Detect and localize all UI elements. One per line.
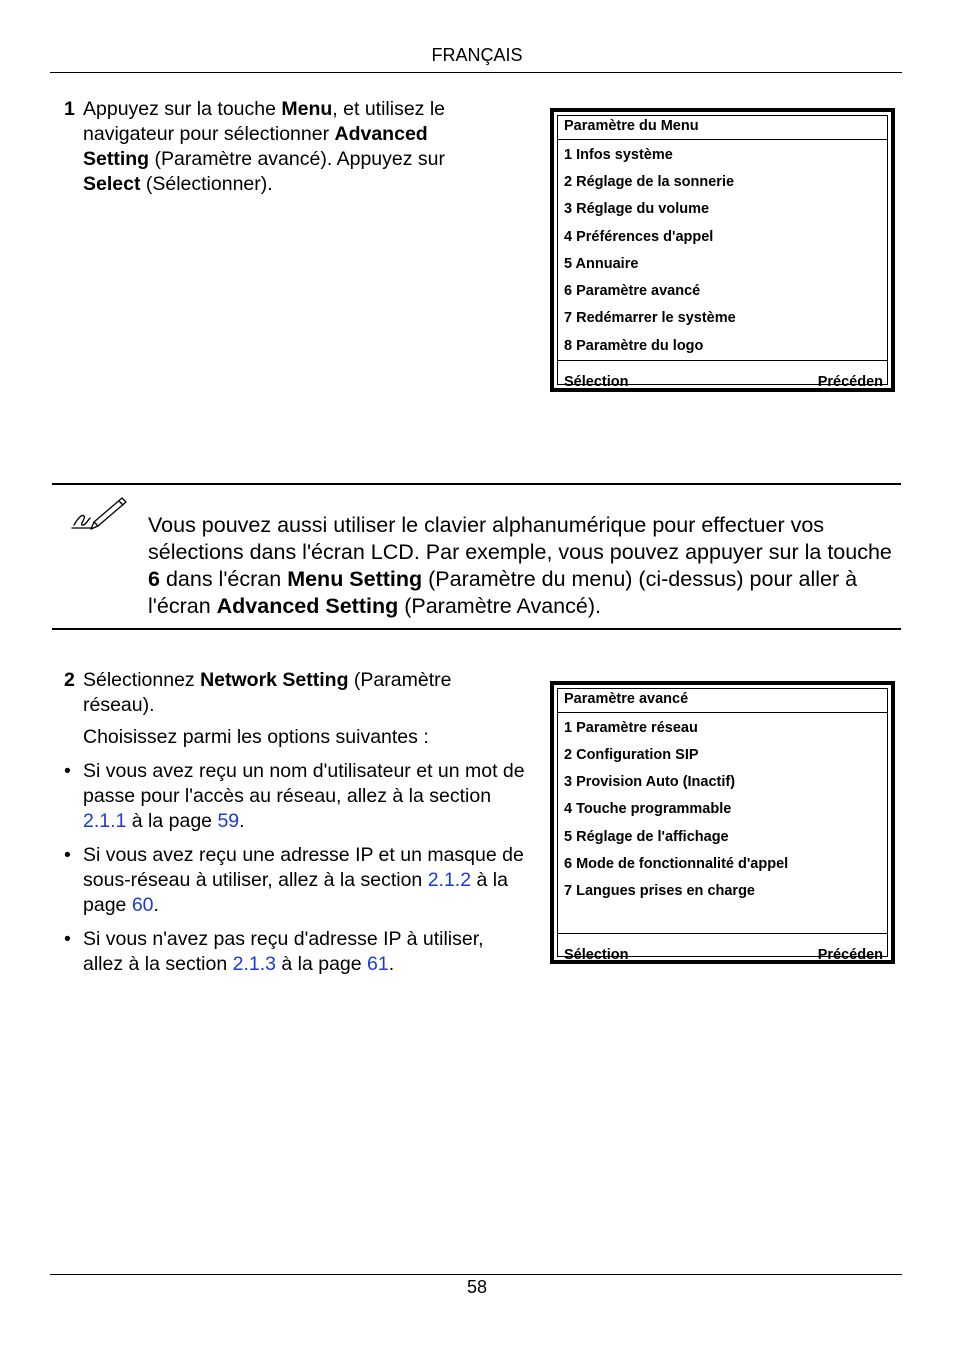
lcd-screen-frame: [557, 688, 888, 963]
bullet-text: [83, 927, 523, 977]
note-top-rule: [52, 483, 901, 485]
header-rule: [50, 72, 902, 73]
step-1-text: [83, 97, 493, 197]
step-2-number: 2: [64, 669, 75, 691]
lcd-softkey-select[interactable]: Sélection: [564, 947, 629, 963]
page-link[interactable]: 59: [217, 810, 240, 832]
lcd-menu-item[interactable]: 2 Réglage de la sonnerie: [564, 174, 735, 190]
bullet-dot: •: [64, 844, 71, 866]
step-2-text-part: Sélectionnez: [83, 669, 201, 691]
note-screen-advanced-setting: Advanced Setting: [216, 594, 399, 618]
lcd-menu-item[interactable]: 7 Redémarrer le système: [564, 310, 736, 326]
lcd-menu-item[interactable]: 1 Paramètre réseau: [564, 720, 698, 736]
lcd-title-divider: [558, 139, 887, 140]
lcd-screen-frame: [557, 115, 888, 390]
step-1-option-advanced: Advanced Setting: [83, 123, 428, 170]
bullet-text-part: .: [239, 810, 245, 832]
footer-rule: [50, 1274, 902, 1275]
lcd-menu-item[interactable]: 5 Annuaire: [564, 256, 639, 272]
note-screen-menu-setting: Menu Setting: [287, 567, 423, 591]
step-2-text: [83, 668, 513, 718]
bullet-item: [64, 927, 534, 979]
step-1: [64, 97, 494, 207]
step-2-option-network: Network Setting: [200, 669, 349, 691]
bullet-text-part: Si vous n'avez pas reçu d'adresse IP à utiliser, allez à la section: [83, 928, 484, 975]
step-1-key-select: Select: [83, 173, 141, 195]
bullet-text-part: à la page: [83, 869, 508, 916]
lcd-menu-item[interactable]: 8 Paramètre du logo: [564, 338, 704, 354]
note-text-part: dans l'écran: [159, 567, 288, 591]
lcd-title-divider: [558, 712, 887, 713]
note-text-part: (Paramètre du menu) (ci-dessus) pour aller à l'écran: [148, 567, 858, 618]
lcd-menu-item[interactable]: 4 Touche programmable: [564, 801, 732, 817]
note-bottom-rule: [52, 628, 901, 630]
lcd-menu-item[interactable]: 2 Configuration SIP: [564, 747, 699, 763]
bullet-text-part: .: [153, 894, 159, 916]
lcd-softkey-select[interactable]: Sélection: [564, 374, 629, 390]
step-2: [64, 668, 534, 722]
lcd-footer-divider: [558, 360, 887, 361]
step-1-number: 1: [64, 98, 75, 120]
bullet-text: [83, 759, 531, 834]
step-1-text-part: (Paramètre avancé). Appuyez sur: [149, 148, 445, 170]
section-link[interactable]: 2.1.3: [232, 953, 276, 975]
bullet-text-part: Si vous avez reçu un nom d'utilisateur et un mot de passe pour l'accès au réseau, allez à la section: [83, 760, 525, 807]
bullet-text-part: Si vous avez reçu une adresse IP et un masque de sous-réseau à utiliser, allez à la section: [83, 844, 524, 891]
section-link[interactable]: 2.1.2: [427, 869, 472, 891]
lcd-menu-item[interactable]: 4 Préférences d'appel: [564, 229, 714, 245]
note-key-6: 6: [148, 567, 160, 591]
note-text-part: (Paramètre Avancé).: [398, 594, 601, 618]
pencil-note-icon: [70, 492, 128, 532]
step-1-text-part: Appuyez sur la touche: [83, 98, 282, 120]
step-2-text-part: (Paramètre réseau).: [83, 669, 452, 716]
lcd-footer-divider: [558, 933, 887, 934]
page-link[interactable]: 61: [367, 953, 389, 975]
page-header-language: FRANÇAIS: [431, 45, 523, 65]
bullet-text: [83, 843, 533, 918]
lcd-menu-item[interactable]: 3 Provision Auto (Inactif): [564, 774, 736, 790]
lcd-title: Paramètre avancé: [564, 691, 689, 707]
lcd-menu-item[interactable]: 6 Paramètre avancé: [564, 283, 701, 299]
step-2-choose-text: Choisissez parmi les options suivantes :: [83, 726, 429, 748]
bullet-dot: •: [64, 928, 71, 950]
lcd-softkey-back[interactable]: Précéden: [817, 374, 883, 390]
step-1-key-menu: Menu: [281, 98, 333, 120]
bullet-text-part: à la page: [275, 953, 368, 975]
lcd-screen-menu-setting: [550, 108, 895, 392]
lcd-title: Paramètre du Menu: [564, 118, 699, 134]
section-link[interactable]: 2.1.1: [83, 810, 127, 832]
bullet-text-part: .: [388, 953, 395, 975]
lcd-menu-item[interactable]: 3 Réglage du volume: [564, 201, 710, 217]
lcd-menu-item[interactable]: 7 Langues prises en charge: [564, 883, 755, 899]
step-1-text-part: , et utilisez le navigateur pour sélectionner: [83, 98, 446, 145]
lcd-screen-advanced-setting: [550, 681, 895, 964]
lcd-menu-item[interactable]: 5 Réglage de l'affichage: [564, 829, 729, 845]
bullet-text-part: à la page: [126, 810, 218, 832]
page-number: 58: [466, 1277, 488, 1297]
lcd-menu-item[interactable]: 6 Mode de fonctionnalité d'appel: [564, 856, 789, 872]
bullet-item: [64, 843, 534, 919]
page-link[interactable]: 60: [131, 894, 154, 916]
bullet-dot: •: [64, 760, 71, 782]
bullet-item: [64, 759, 534, 835]
note-text-part: Vous pouvez aussi utiliser le clavier alphanumérique pour effectuer vos sélections dans l'écran LCD. Par exemple, vous pouvez appuyer sur la touche: [148, 513, 892, 564]
lcd-menu-item[interactable]: 1 Infos système: [564, 147, 673, 163]
step-1-text-part: (Sélectionner).: [140, 173, 273, 195]
lcd-softkey-back[interactable]: Précéden: [817, 947, 883, 963]
note-text: [148, 512, 900, 620]
